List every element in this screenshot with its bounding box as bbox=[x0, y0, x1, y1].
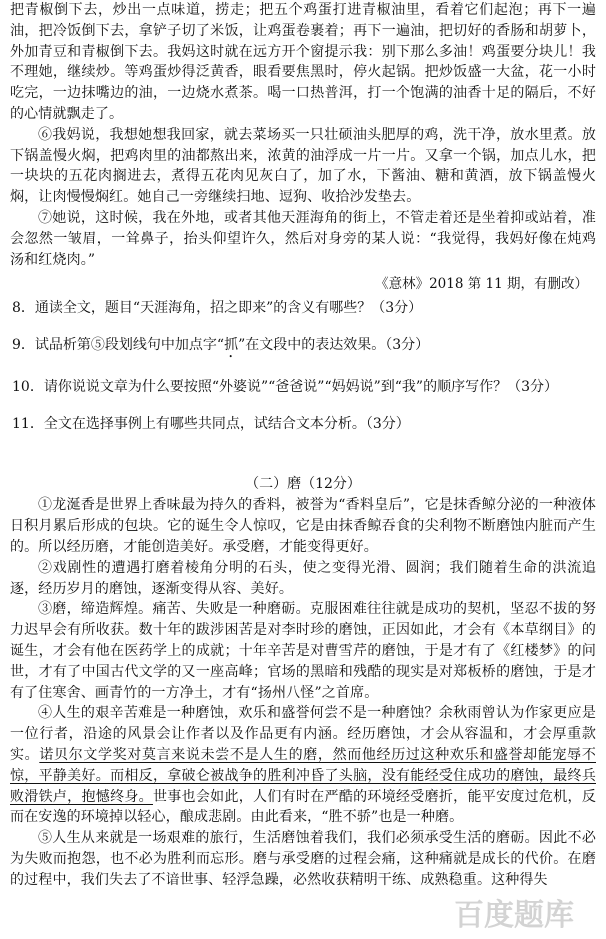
paragraph-2: ②戏剧性的遭遇打磨着棱角分明的石头，使之变得光滑、圆润；我们随着生命的洪流追逐，经历岁月的磨蚀，逐渐变得从容、美好。 bbox=[10, 559, 596, 597]
underlined-sentence: 诺贝尔文学奖对莫言来说未尝不是人生的磨，然而他经历过这种欢乐和盛誉却能宠辱不惊，平静美好。而相反，拿破仑被战争的胜利冲昏了头脑，没有能经受住成功的磨蚀，最终兵败滑铁卢，抱憾终身。 bbox=[10, 746, 596, 805]
paragraph-1: ①龙涎香是世界上香味最为持久的香料，被誉为“香料皇后”，它是抹香鲸分泌的一种液体日积月累后形成的包块。它的诞生令人惊叹，它是由抹香鲸吞食的尖利物不断磨蚀内脏而产生的。所以经历磨，才能创造美好。承受磨，才能变得更好。 bbox=[10, 497, 596, 555]
source-citation: 《意林》2018 第 11 期，有删改） bbox=[375, 276, 588, 293]
question-9-prefix: 9．试品析第⑤段划线句中加点字“ bbox=[12, 337, 225, 354]
question-9-dotted-char: 抓 bbox=[224, 337, 239, 354]
question-11: 11．全文在选择事例上有哪些共同点，试结合文本分析。（3分） bbox=[12, 416, 410, 433]
paragraph-continued: 把青椒倒下去，炒出一点味道，捞走；把五个鸡蛋打进青椒油里，看着它们起泡；再下一遍油，把冷饭倒下去，拿铲子切了米饭，让鸡蛋卷裹着；再下一遍油，把切好的香肠和胡萝卜，外加青豆和青椒倒下去。我妈这时就在远方开个窗提示我：别下那么多油！鸡蛋要分块儿！我不理她，继续炒。等鸡蛋炒得泛黄香，眼看要焦黑时，停火起锅。把炒饭盛一大盆，花一小时吃完，一边抹嘴边的油，一边烧水煮茶。喝一口热普洱，打一个饱满的油香十足的隔后，不好的心情就飘走了。 bbox=[10, 2, 596, 122]
paragraph-6: ⑥我妈说，我想她想我回家，就去菜场买一只壮硕油头肥厚的鸡，洗干净，放水里煮。放下锅盖慢火焖，把鸡肉里的油都熬出来，浓黄的油浮成一片一片。又拿一个锅，加点儿水，把一块块的五花肉搁进去，煮得五花肉见灰白了，加了水，下酱油、糖和黄酒，放下锅盖慢火焖，让肉慢慢焖红。她自己一旁继续扫地、逗狗、收拾沙发垫去。 bbox=[10, 126, 596, 206]
question-10: 10．请你说说文章为什么要按照“外婆说”“爸爸说”“妈妈说”到“我”的顺序写作？（3分） bbox=[12, 379, 558, 396]
question-9-suffix: ”在文段中的表达效果。（3分） bbox=[238, 337, 430, 354]
paragraph-7: ⑦她说，这时候，我在外地，或者其他天涯海角的街上，不管走着还是坐着抑或站着，准会忽然一皱眉，一耸鼻子，抬头仰望许久，然后对身旁的某人说：“我觉得，我妈好像在炖鸡汤和红烧肉。” bbox=[10, 209, 596, 268]
passage-one bbox=[10, 0, 596, 296]
paragraph-4-end: 世事也会如此，人们有时在严酷的环境经受磨折，能平安度过危机，反而在安逸的环境掉以轻心，酿成悲剧。由此看来，“胜不骄”也是一种磨。 bbox=[10, 788, 596, 826]
paragraph-5: ⑤人生从来就是一场艰难的旅行，生活磨蚀着我们，我们必须承受生活的磨砺。因此不必为失败而抱怨，也不必为胜利而忘形。磨与承受磨的过程会痛，这种痛就是成长的代价。在磨的过程中，我们失去了不谙世事、轻浮急躁，必然收获精明干练、成熟稳重。这种得失 bbox=[10, 830, 596, 888]
questions bbox=[10, 298, 596, 435]
watermark-logo bbox=[450, 889, 600, 937]
question-8: 8．通读全文，题目“天涯海角，招之即来”的含义有哪些？（3分） bbox=[12, 300, 423, 317]
paragraph-4 bbox=[10, 703, 596, 828]
question-9 bbox=[10, 335, 596, 361]
passage-two bbox=[10, 473, 596, 890]
watermark-text: 百度题库 bbox=[454, 898, 574, 933]
paragraph-4-start: ④人生的艰辛苦难是一种磨蚀，欢乐和盛誉何尝不是一种磨蚀？余秋雨曾认为作家更应是一位行者，沿途的风景会让作者以及作品更有内涵。经历磨蚀，才会从容温和，才会厚重款实。 bbox=[10, 705, 596, 763]
paragraph-3: ③磨，缔造辉煌。痛苦、失败是一种磨砺。克服困难往往就是成功的契机，坚忍不拔的努力迟早会有所收获。数十年的跋涉困苦是对李时珍的磨蚀，正因如此，才会有《本草纲目》的诞生，才会有他在医药学上的成就；十年辛苦是对曹雪芹的磨蚀，于是才有了《红楼梦》的问世，才有了中国古代文学的又一座高峰；官场的黑暗和残酷的现实是对郑板桥的磨蚀，于是才有了住寒舍、画青竹的一方净土，才有“扬州八怪”之首席。 bbox=[10, 601, 596, 701]
section-title: （二）磨（12分） bbox=[245, 476, 361, 493]
